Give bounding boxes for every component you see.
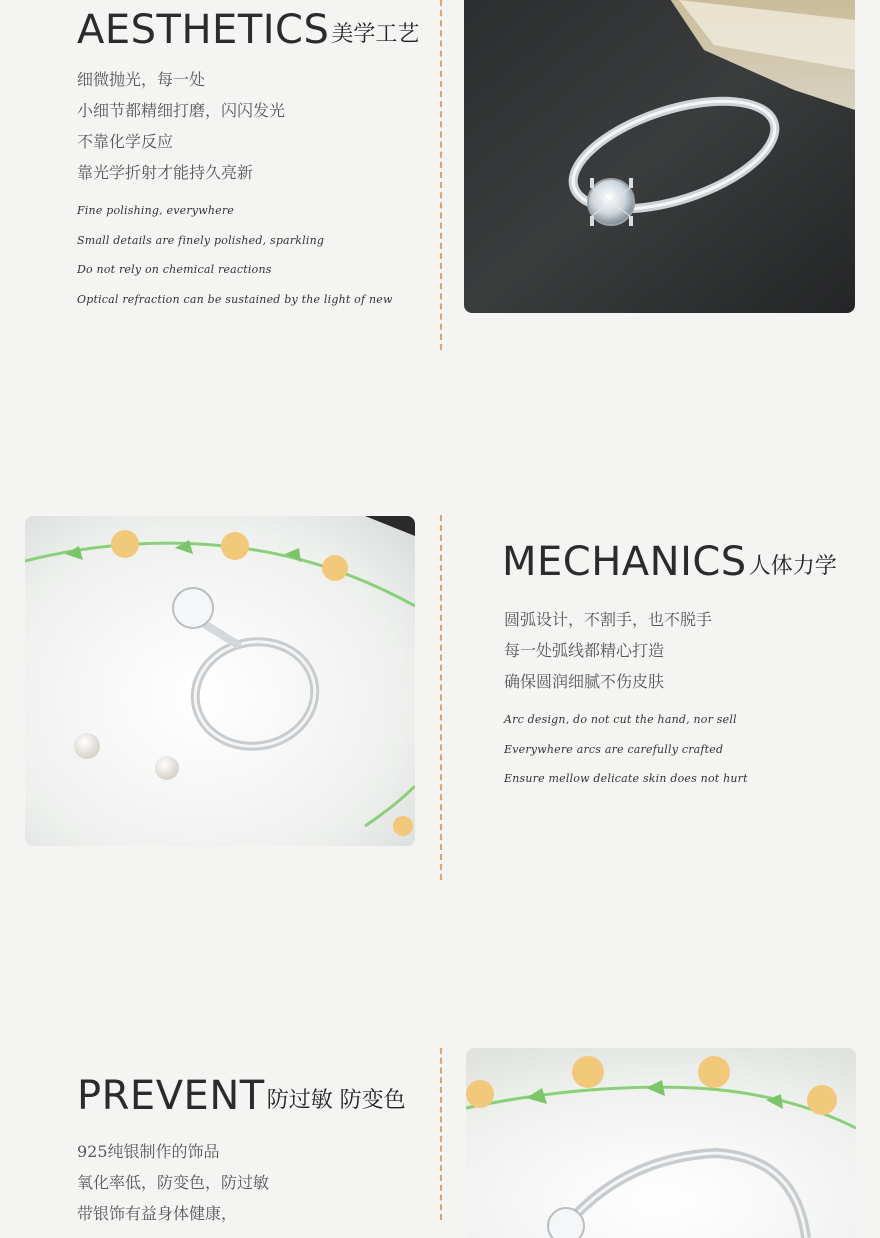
aesthetics-zh-text <box>77 64 285 188</box>
prevent-zh-text <box>77 1136 269 1229</box>
prevent-zh-line: 925纯银制作的饰品 <box>77 1142 220 1161</box>
aesthetics-zh-line: 细微抛光，每一处 <box>77 70 206 89</box>
aesthetics-title-en: AESTHETICS <box>77 7 330 53</box>
mechanics-title-zh: 人体力学 <box>748 554 837 579</box>
mechanics-zh-line: 确保圆润细腻不伤皮肤 <box>504 672 665 691</box>
mechanics-title-en: MECHANICS <box>502 539 747 585</box>
aesthetics-zh-line: 小细节都精细打磨，闪闪发光 <box>77 101 286 120</box>
divider-line <box>440 0 442 350</box>
mechanics-zh-text <box>504 604 712 697</box>
ring-photo-plate-2 <box>466 1048 856 1238</box>
mechanics-zh-line: 圆弧设计，不割手，也不脱手 <box>504 610 713 629</box>
aesthetics-title <box>77 7 420 53</box>
aesthetics-en-line: Do not rely on chemical reactions <box>77 263 272 276</box>
aesthetics-en-text <box>77 196 393 314</box>
divider-line <box>440 515 442 880</box>
aesthetics-en-line: Fine polishing, everywhere <box>77 204 234 217</box>
prevent-zh-line: 氧化率低，防变色，防过敏 <box>77 1173 270 1192</box>
prevent-title-zh: 防过敏 防变色 <box>266 1088 406 1113</box>
aesthetics-en-line: Optical refraction can be sustained by the light of new <box>77 292 393 306</box>
aesthetics-en-line: Small details are finely polished, sparkling <box>77 233 325 247</box>
prevent-title-en: PREVENT <box>77 1073 265 1119</box>
divider-line <box>440 1048 442 1220</box>
mechanics-en-line: Everywhere arcs are carefully crafted <box>504 742 724 756</box>
prevent-zh-line: 带银饰有益身体健康， <box>77 1204 238 1223</box>
mechanics-en-line: Ensure mellow delicate skin does not hurt <box>504 772 748 785</box>
aesthetics-zh-line: 靠光学折射才能持久亮新 <box>77 163 254 182</box>
ring-photo-dark <box>464 0 855 313</box>
prevent-title <box>77 1073 406 1119</box>
mechanics-en-text <box>504 705 748 794</box>
aesthetics-title-zh: 美学工艺 <box>331 22 420 47</box>
ring-photo-plate <box>25 516 415 846</box>
mechanics-en-line: Arc design, do not cut the hand, nor sell <box>504 713 737 726</box>
mechanics-title <box>502 539 837 585</box>
aesthetics-zh-line: 不靠化学反应 <box>77 132 174 151</box>
mechanics-zh-line: 每一处弧线都精心打造 <box>504 641 665 660</box>
